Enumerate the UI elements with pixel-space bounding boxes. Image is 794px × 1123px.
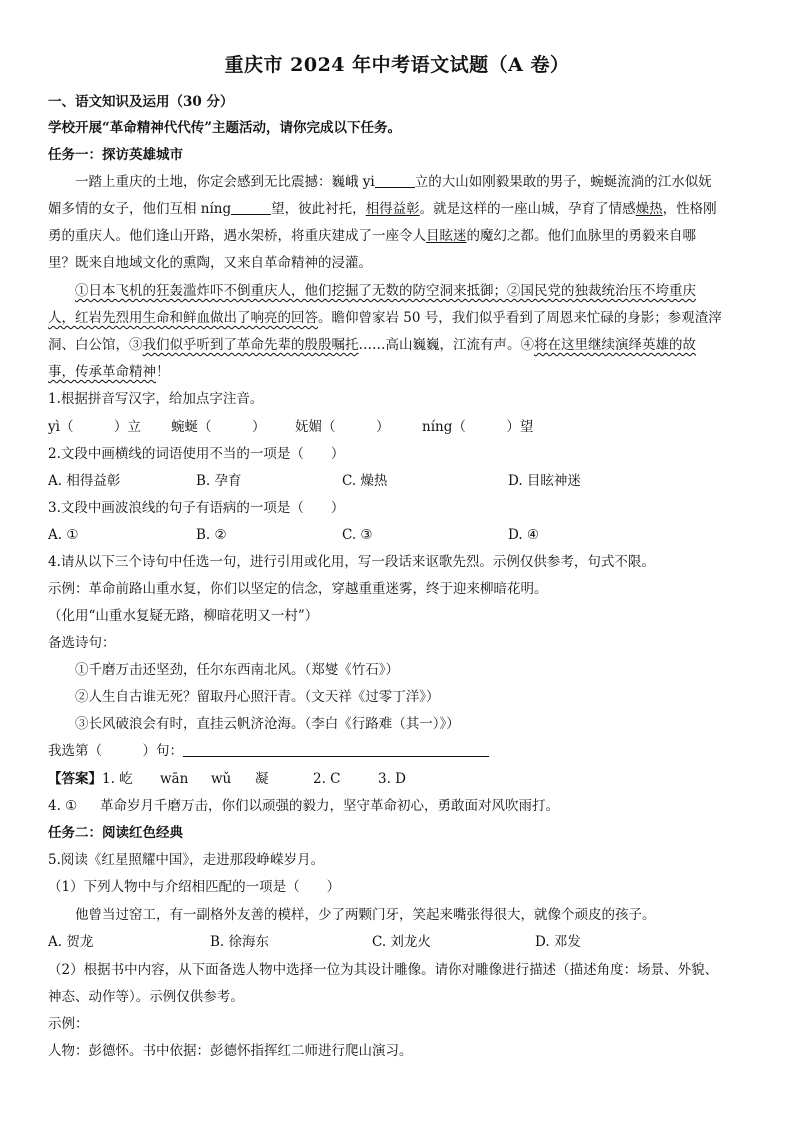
q1-item: níng（ ）望 [422, 419, 534, 435]
text-span: ，性格刚 [662, 201, 717, 217]
q1-item: 蜿蜒（ ） [171, 419, 266, 435]
q2-option: A. 相得益彰 [48, 473, 121, 489]
q3-option: C. ③ [342, 527, 373, 543]
answer-item: wān [160, 771, 189, 787]
q5-1-option: A. 贺龙 [48, 934, 94, 950]
q1-item: yì（ ）立 [48, 419, 141, 435]
paragraph-2-line-4 [48, 363, 170, 381]
question-5-2-line-1: （2）根据书中内容，从下面备选人物中选择一位为其设计雕像。请你对雕像进行描述（描述角度：场景、外貌、 [48, 962, 719, 978]
activity-intro: 学校开展“革命精神代代传”主题活动，请你完成以下任务。 [48, 120, 402, 136]
paragraph-1-line-2 [48, 200, 717, 218]
q5-1-option: C. 刘龙火 [372, 934, 431, 950]
fill-blank [375, 173, 415, 188]
text-span: 立的大山如刚毅果敢的男子，蜿蜒流淌的江水似妩 [414, 174, 712, 190]
text-span: ……高山巍巍，江流有声。④ [358, 337, 534, 353]
task-heading-2: 任务二：阅读红色经典 [48, 825, 183, 841]
paragraph-1-line-4: 里？既来自地域文化的熏陶，又来自革命精神的浸灌。 [48, 255, 372, 271]
wavy-sentence: ①日本飞机的狂轰滥炸吓不倒重庆人，他们挖掘了无数的防空洞来抵御；②国民党的独裁统治压不垮重庆 [75, 283, 696, 299]
answer-item: 凝 [255, 771, 269, 787]
paragraph-2-line-2 [48, 309, 722, 327]
poem-line: ①千磨万击还坚劲，任尔东西南北风。（郑燮《竹石》） [75, 662, 399, 678]
example-2-line: 人物：彭德怀。书中依据：彭德怀指挥红二师进行爬山演习。 [48, 1043, 413, 1059]
q2-option: B. 孕育 [196, 473, 242, 489]
question-4: 4.请从以下三个诗句中任选一句，进行引用或化用，写一段话来讴歌先烈。示例仅供参考，句式不限。 [48, 554, 655, 570]
choose-line [48, 742, 489, 760]
q2-option: D. 目眩神迷 [508, 473, 581, 489]
page-title: 重庆市 2024 年中考语文试题（A 卷） [224, 54, 570, 76]
wavy-sentence: 事，传承革命精神 [48, 364, 156, 380]
poem-line: ③长风破浪会有时，直挂云帆济沧海。（李白《行路难（其一）》） [75, 716, 460, 732]
answer-item: wǔ [211, 771, 232, 787]
answer-item: 3. D [378, 771, 406, 787]
candidates-label: 备选诗句： [48, 635, 116, 651]
question-2: 2.文段中画横线的词语使用不当的一项是（ ） [48, 446, 345, 462]
paragraph-1-line-1 [75, 173, 712, 191]
example-line: 示例：革命前路山重水复，你们以坚定的信念，穿越重重迷雾，终于迎来柳暗花明。 [48, 581, 548, 597]
wavy-sentence: 我们似乎听到了革命先辈的殷殷嘱托 [142, 337, 359, 353]
q5-1-option: D. 邓发 [535, 934, 581, 950]
answer-4 [48, 797, 77, 815]
text-span: 。瞻仰曾家岩 50 号，我们似乎看到了周恩来忙碌的身影；参观渣滓 [318, 310, 722, 326]
example-note: （化用“山重水复疑无路，柳暗花明又一村”） [48, 608, 319, 624]
answer-4-text: 革命岁月千磨万击，你们以顽强的毅力，坚守革命初心，勇敢面对风吹雨打。 [100, 798, 559, 814]
text-span: 勇的重庆人。他们逢山开路，遇水架桥，将重庆建成了一座令人 [48, 228, 426, 244]
q3-option: D. ④ [508, 527, 540, 543]
paragraph-2-line-1 [75, 282, 696, 300]
answer-label: 【答案】 [48, 771, 102, 787]
text-span: 洞、白公馆，③ [48, 337, 143, 353]
text-span: 。就是这样的一座山城，孕育了情感 [419, 201, 636, 217]
text-span: 一踏上重庆的土地，你定会感到无比震撼：巍峨 yi [75, 174, 375, 190]
paragraph-2-line-3 [48, 336, 696, 354]
question-1: 1.根据拼音写汉字，给加点字注音。 [48, 391, 264, 407]
underlined-word: 相得益彰 [365, 201, 420, 217]
text-span: 的魔幻之都。他们血脉里的勇毅来自哪 [466, 228, 696, 244]
question-5: 5.阅读《红星照耀中国》，走进那段峥嵘岁月。 [48, 852, 325, 868]
wavy-sentence: 人，红岩先烈用生命和鲜血做出了响亮的回答 [48, 310, 318, 326]
question-5-1: （1）下列人物中与介绍相匹配的一项是（ ） [48, 879, 341, 895]
task-heading-1: 任务一：探访英雄城市 [48, 147, 183, 163]
paragraph-1-line-3 [48, 227, 696, 245]
example-2-label: 示例： [48, 1016, 89, 1032]
q2-option: C. 燥热 [342, 473, 388, 489]
q3-option: A. ① [48, 527, 79, 543]
fill-blank [231, 200, 271, 215]
q3-option: B. ② [196, 527, 227, 543]
answer-item: 1. 屹 [102, 771, 133, 787]
q5-1-description: 他曾当过窑工，有一副格外友善的模样，少了两颗门牙，笑起来嘴张得很大，就像个顽皮的孩子。 [75, 907, 656, 923]
q5-1-option: B. 徐海东 [210, 934, 270, 950]
wavy-sentence: 将在这里继续演绎英雄的故 [534, 337, 696, 353]
underlined-word: 燥热 [635, 201, 663, 217]
answer-item: 2. C [313, 771, 341, 787]
text-span: 4. ① [48, 798, 78, 814]
text-span: 媚多情的女子，他们互相 níng [48, 201, 232, 217]
section-heading: 一、语文知识及运用（30 分） [48, 94, 234, 110]
question-3: 3.文段中画波浪线的句子有语病的一项是（ ） [48, 500, 345, 516]
underlined-word: 目眩迷 [426, 228, 467, 244]
answer-blank [183, 742, 489, 757]
text-span: ！ [156, 364, 170, 380]
q1-item: 妩媚（ ） [295, 419, 390, 435]
text-span: 望，彼此衬托， [271, 201, 366, 217]
question-5-2-line-2: 神态、动作等）。示例仅供参考。 [48, 989, 244, 1005]
text-span: 我选第（ ）句： [48, 743, 183, 759]
poem-line: ②人生自古谁无死？留取丹心照汗青。（文天祥《过零丁洋》） [75, 689, 440, 705]
answer-line [48, 770, 133, 788]
